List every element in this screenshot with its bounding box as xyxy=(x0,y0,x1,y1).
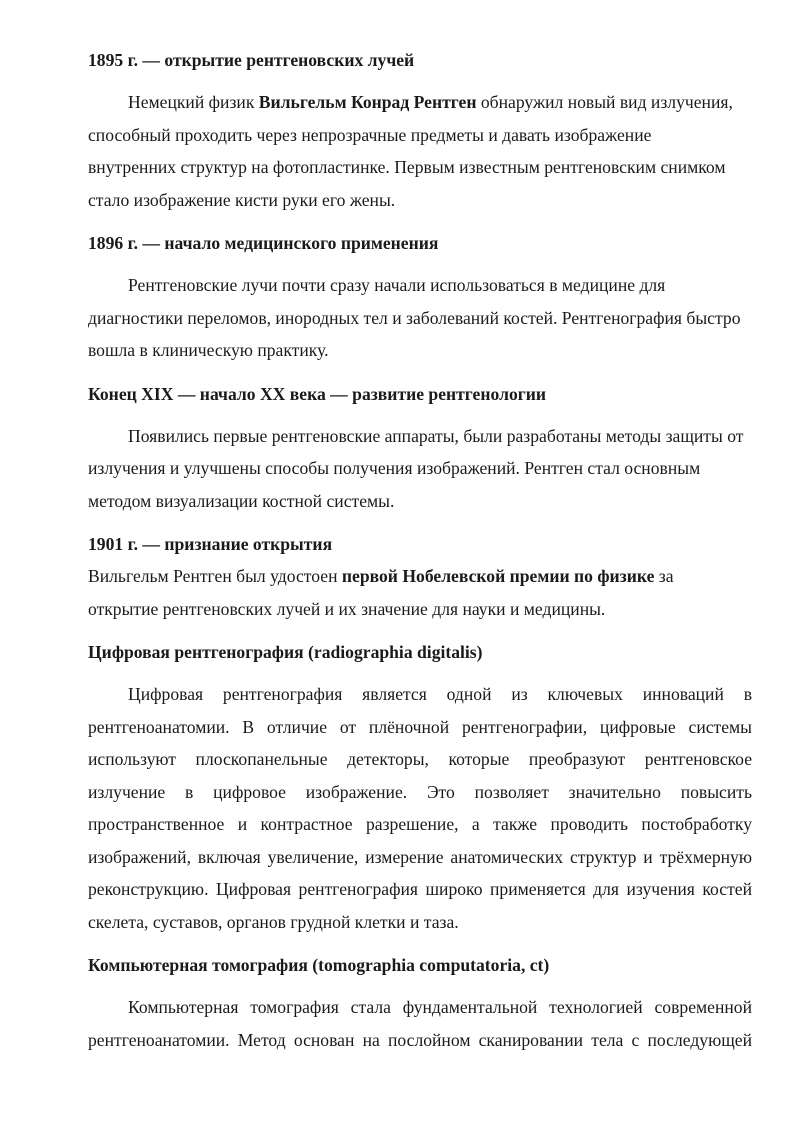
paragraph-line: рентгеноанатомии. Метод основан на послойном сканировании тела с последующей xyxy=(88,1029,752,1050)
section-heading-1895: 1895 г. — открытие рентгеновских лучей xyxy=(88,50,415,70)
paragraph-line: вошла в клиническую практику. xyxy=(88,340,329,360)
paragraph-line: стало изображение кисти руки его жены. xyxy=(88,189,396,210)
paragraph-line: Появились первые рентгеновские аппараты, были разработаны методы защиты от xyxy=(128,425,744,446)
paragraph-line: Рентгеновские лучи почти сразу начали использоваться в медицине для xyxy=(128,275,666,295)
paragraph-line: используют плоскопанельные детекторы, которые преобразуют рентгеновское xyxy=(88,749,752,769)
section-heading-1896: 1896 г. — начало медицинского применения xyxy=(88,233,439,253)
paragraph-1895 xyxy=(48,86,752,216)
paragraph-digital-radiography xyxy=(48,678,752,938)
text-run: Вильгельм Рентген был удостоен xyxy=(88,566,342,586)
paragraph-line: пространственное и контрастное разрешение, а также проводить постобработку xyxy=(88,814,752,834)
section-heading-ct: Компьютерная томография (tomographia computatoria, ct) xyxy=(88,955,550,975)
paragraph-line: диагностики переломов, инородных тел и заболеваний костей. Рентгенография быстро xyxy=(88,307,741,328)
paragraph-line: изображений, включая увеличение, измерение анатомических структур и трёхмерную xyxy=(88,846,752,867)
paragraph-line: открытие рентгеновских лучей и их значение для науки и медицины. xyxy=(88,598,606,619)
paragraph-line: способный проходить через непрозрачные предметы и давать изображение xyxy=(88,124,652,145)
paragraph-line: реконструкцию. Цифровая рентгенография широко применяется для изучения костей xyxy=(88,879,752,899)
paragraph-line: методом визуализации костной системы. xyxy=(88,490,395,511)
bold-name: Вильгельм Конрад Рентген xyxy=(258,92,477,112)
section-heading-1901: 1901 г. — признание открытия xyxy=(88,534,333,554)
section-heading-xix-xx: Конец XIX — начало XX века — развитие рентгенологии xyxy=(88,383,547,404)
paragraph-line: внутренних структур на фотопластинке. Первым известным рентгеновским снимком xyxy=(88,157,726,177)
text-run: за xyxy=(654,566,674,586)
text-run: Немецкий физик xyxy=(128,92,259,112)
paragraph-line: скелета, суставов, органов грудной клетки и таза. xyxy=(88,911,459,932)
text-run: обнаружил новый вид излучения, xyxy=(476,92,733,112)
paragraph-1901 xyxy=(48,560,752,625)
section-heading-digital-radiography: Цифровая рентгенография (radiographia digitalis) xyxy=(88,642,483,662)
paragraph-line: излучения и улучшены способы получения изображений. Рентген стал основным xyxy=(88,458,701,478)
paragraph-1896 xyxy=(48,269,752,367)
paragraph-line xyxy=(48,560,752,593)
paragraph-ct xyxy=(48,991,752,1056)
paragraph-line xyxy=(48,86,752,119)
paragraph-line: Цифровая рентгенография является одной из ключевых инноваций в xyxy=(128,684,752,704)
bold-phrase: первой Нобелевской премии по физике xyxy=(341,566,655,586)
paragraph-line: излучение в цифровое изображение. Это позволяет значительно повысить xyxy=(88,781,752,802)
paragraph-line: Компьютерная томография стала фундаментальной технологией современной xyxy=(128,997,752,1017)
paragraph-xix-xx xyxy=(48,420,752,518)
document-page xyxy=(48,44,752,1056)
paragraph-line: рентгеноанатомии. В отличие от плёночной рентгенографии, цифровые системы xyxy=(88,716,752,737)
